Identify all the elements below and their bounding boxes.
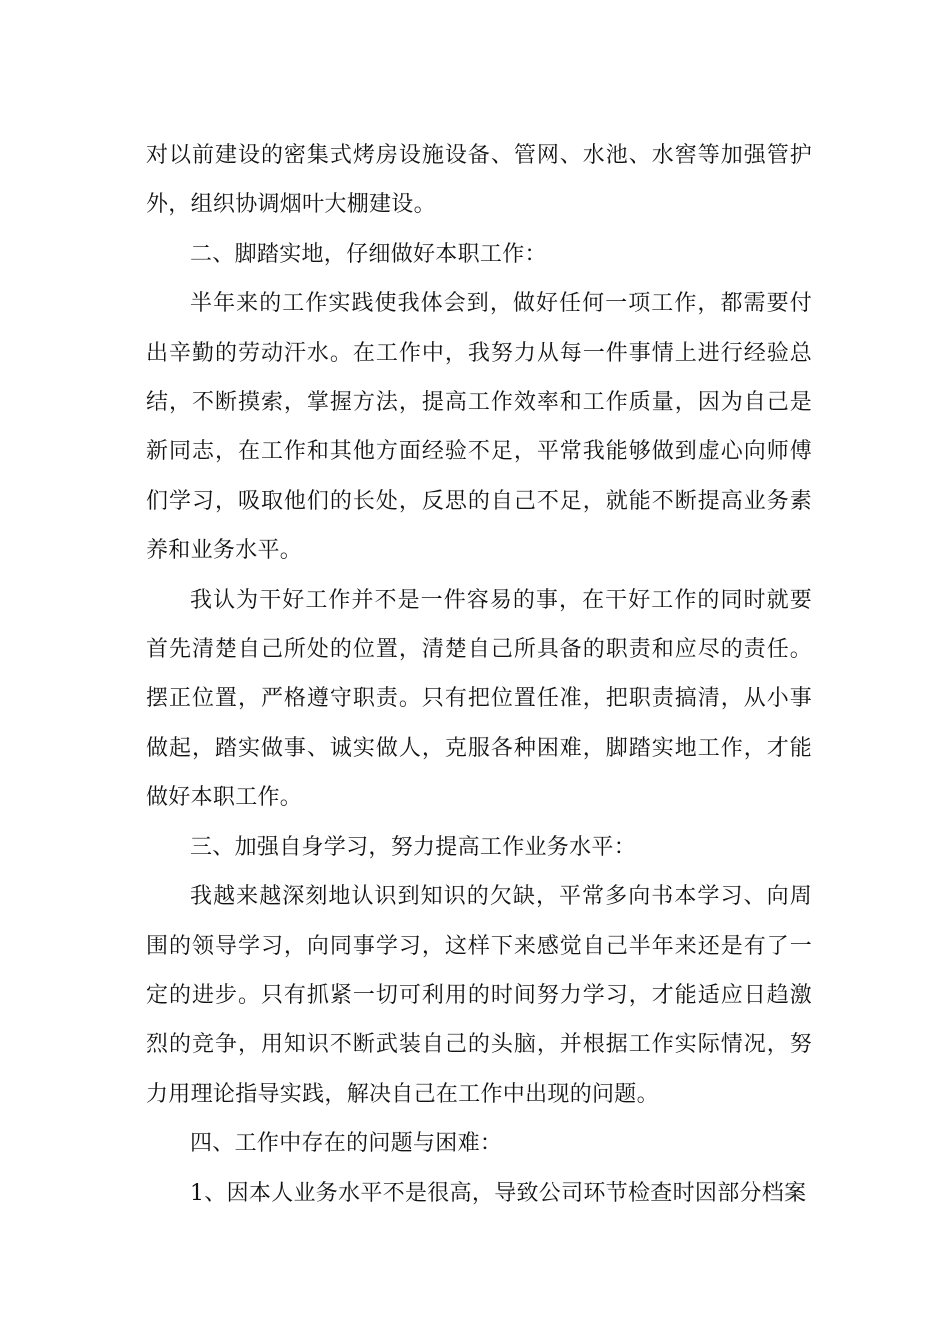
paragraph: 我越来越深刻地认识到知识的欠缺，平常多向书本学习、向周围的领导学习，向同事学习，这样下来感觉自己半年来还是有了一定的进步。只有抓紧一切可利用的时间努力学习，才能适应日趋激烈的竞争，用知识不断武装自己的头脑，并根据工作实际情况，努力用理论指导实践，解决自己在工作中出现的问题。	[146, 884, 812, 1107]
section-heading-3: 三、加强自身学习，努力提高工作业务水平：	[190, 834, 637, 860]
section-heading-2: 二、脚踏实地，仔细做好本职工作：	[190, 241, 547, 267]
list-item: 1、因本人业务水平不是很高，导致公司环节检查时因部分档案	[190, 1180, 807, 1206]
section-heading-4: 四、工作中存在的问题与困难：	[190, 1131, 503, 1157]
paragraph: 我认为干好工作并不是一件容易的事，在干好工作的同时就要首先清楚自己所处的位置，清楚自己所具备的职责和应尽的责任。摆正位置，严格遵守职责。只有把位置任准，把职责搞清，从小事做起，踏实做事、诚实做人，克服各种困难，脚踏实地工作，才能做好本职工作。	[146, 587, 812, 811]
document-body	[146, 131, 812, 1218]
paragraph-continued: 对以前建设的密集式烤房设施设备、管网、水池、水窖等加强管护外，组织协调烟叶大棚建设。	[146, 143, 812, 218]
paragraph: 半年来的工作实践使我体会到，做好任何一项工作，都需要付出辛勤的劳动汗水。在工作中，我努力从每一件事情上进行经验总结，不断摸索，掌握方法，提高工作效率和工作质量，因为自己是新同志，在工作和其他方面经验不足，平常我能够做到虚心向师傅们学习，吸取他们的长处，反思的自己不足，就能不断提高业务素养和业务水平。	[146, 291, 812, 564]
